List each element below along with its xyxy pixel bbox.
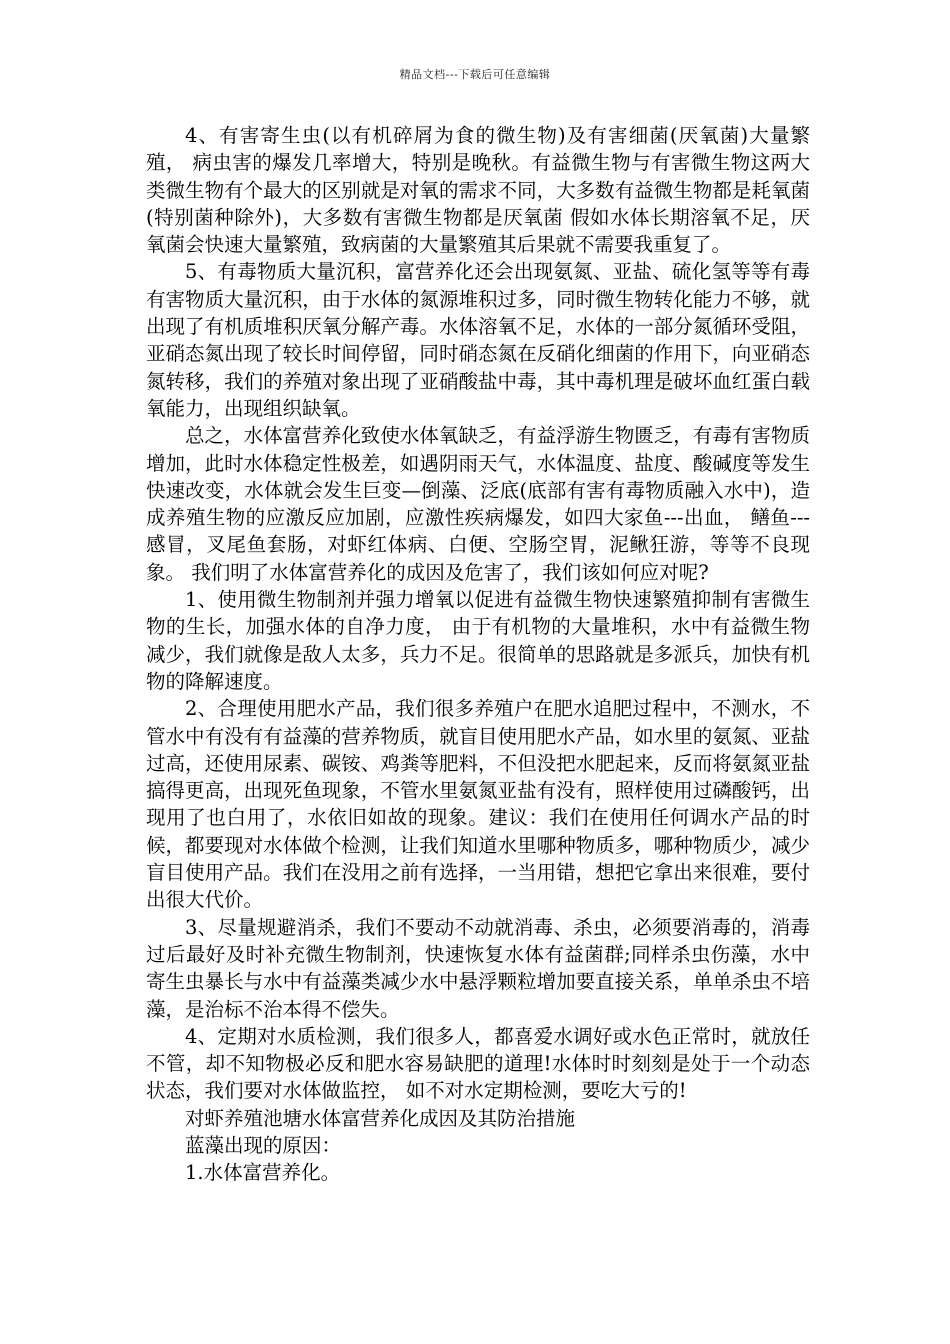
- document-body: [146, 122, 810, 1187]
- section-title: 对虾养殖池塘水体富营养化成因及其防治措施: [185, 1106, 576, 1130]
- paragraph-measure-disinfection: 3、尽量规避消杀，我们不要动不动就消毒、杀虫，必须要消毒的，消毒过后最好及时补充微生物制剂，快速恢复水体有益菌群;同样杀虫伤藻，水中寄生虫暴长与水中有益藻类减少水中悬浮颗粒增加要直接关系，单单杀虫不培藻，是治标不治本得不偿失。: [146, 915, 810, 1021]
- subsection-heading: 蓝藻出现的原因：: [185, 1133, 342, 1157]
- paragraph-measure-microbial: 1、使用微生物制剂并强力增氧以促进有益微生物快速繁殖抑制有害微生物的生长，加强水体的自净力度， 由于有机物的大量堆积，水中有益微生物减少，我们就像是敌人太多，兵力不足。很简单的思路就是多派兵，加快有机物的降解速度。: [146, 588, 810, 693]
- page-header: 精品文档---下载后可任意编辑: [399, 68, 551, 81]
- list-item: 1.水体富营养化。: [185, 1161, 341, 1185]
- paragraph-harmful-parasites: 4、有害寄生虫(以有机碎屑为食的微生物)及有害细菌(厌氧菌)大量繁殖， 病虫害的爆发几率增大，特别是晚秋。有益微生物与有害微生物这两大类微生物有个最大的区别就是对氧的需求不同，大多数有益微生物都是耗氧菌(特别菌种除外)，大多数有害微生物都是厌氧菌 假如水体长期溶氧不足，厌氧菌会快速大量繁殖，致病菌的大量繁殖其后果就不需要我重复了。: [146, 124, 810, 257]
- paragraph-measure-testing: 4、定期对水质检测，我们很多人，都喜爱水调好或水色正常时，就放任不管，却不知物极必反和肥水容易缺肥的道理!水体时时刻刻是处于一个动态状态，我们要对水体做监控， 如不对水定期检测，要吃大亏的!: [146, 1024, 810, 1103]
- paragraph-measure-fertilizer: 2、合理使用肥水产品，我们很多养殖户在肥水追肥过程中，不测水，不管水中有没有有益藻的营养物质，就盲目使用肥水产品，如水里的氨氮、亚盐过高，还使用尿素、碳铵、鸡粪等肥料，不但没把水肥起来，反而将氨氮亚盐搞得更高，出现死鱼现象，不管水里氨氮亚盐有没有，照样使用过磷酸钙，出现用了也白用了，水依旧如故的现象。建议：我们在使用任何调水产品的时候，都要现对水体做个检测，让我们知道水里哪种物质多，哪种物质少，减少盲目使用产品。我们在没用之前有选择，一当用错，想把它拿出来很难，要付出很大代价。: [146, 697, 810, 912]
- paragraph-summary: 总之，水体富营养化致使水体氧缺乏，有益浮游生物匮乏，有毒有害物质增加，此时水体稳定性极差，如遇阴雨天气，水体温度、盐度、酸碱度等发生快速改变，水体就会发生巨变—倒藻、泛底(底部有害有毒物质融入水中)，造成养殖生物的应激反应加剧，应激性疾病爆发，如四大家鱼---出血， 鳝鱼---感冒，叉尾鱼套肠，对虾红体病、白便、空肠空胃，泥鳅狂游，等等不良现象。 我们明了水体富营养化的成因及危害了，我们该如何应对呢?: [146, 424, 810, 584]
- paragraph-toxic-substances: 5、有毒物质大量沉积，富营养化还会出现氨氮、亚盐、硫化氢等等有毒有害物质大量沉积，由于水体的氮源堆积过多，同时微生物转化能力不够，就出现了有机质堆积厌氧分解产毒。水体溶氧不足，水体的一部分氮循环受阻，亚硝态氮出现了较长时间停留，同时硝态氮在反硝化细菌的作用下，向亚硝态氮转移，我们的养殖对象出现了亚硝酸盐中毒，其中毒机理是破坏血红蛋白载氧能力，出现组织缺氧。: [146, 260, 810, 420]
